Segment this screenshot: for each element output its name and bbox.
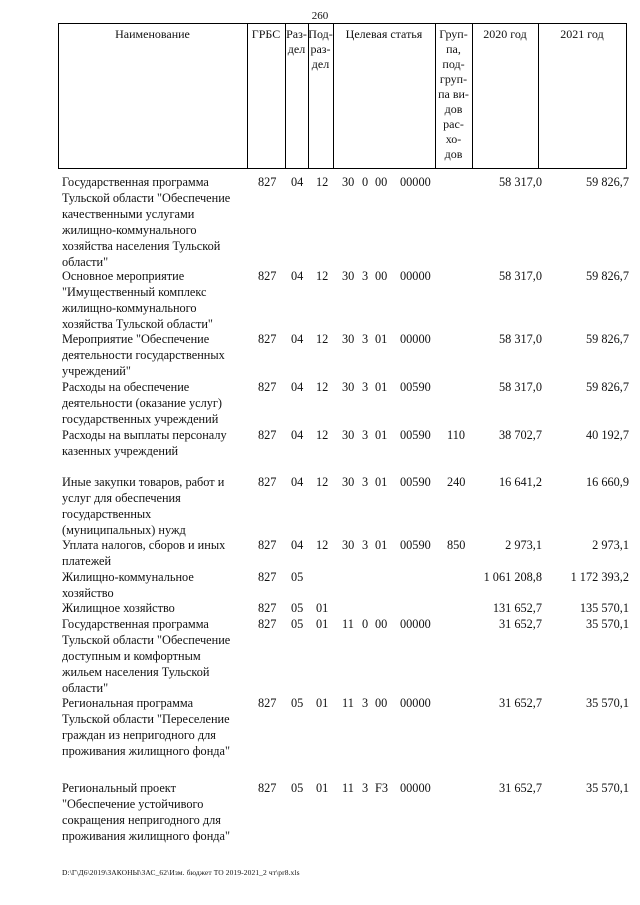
row-name: Уплата налогов, сборов и иных платежей	[62, 538, 226, 568]
row-target-program: 30	[342, 175, 355, 189]
row-grbs: 827	[258, 475, 277, 489]
header-grbs: ГРБС	[251, 27, 281, 41]
row-razdel: 04	[291, 332, 304, 346]
row-razdel: 05	[291, 696, 304, 710]
header-bottom-border	[58, 168, 627, 169]
row-2021: 59 826,7	[585, 380, 629, 394]
row-target-event: 01	[375, 332, 388, 346]
row-target-direction: 00000	[400, 175, 431, 189]
row-razdel: 04	[291, 475, 304, 489]
row-target-subprogram: 3	[362, 696, 369, 710]
row-target-program: 30	[342, 475, 355, 489]
row-target-subprogram: 3	[362, 428, 369, 442]
row-grbs: 827	[258, 601, 277, 615]
row-2021: 59 826,7	[585, 175, 629, 189]
row-name: Жилищное хозяйство	[62, 601, 175, 615]
header-name: Наименование	[115, 27, 190, 41]
row-target-event: 00	[375, 269, 388, 283]
row-target-program: 11	[342, 781, 354, 795]
row-2020: 31 652,7	[498, 617, 542, 631]
row-2020: 58 317,0	[498, 380, 542, 394]
row-target-subprogram: 3	[362, 781, 369, 795]
row-podrazdel: 01	[316, 781, 329, 795]
row-target-direction: 00000	[400, 781, 431, 795]
row-2020: 31 652,7	[498, 781, 542, 795]
row-podrazdel: 12	[316, 538, 329, 552]
row-2021: 59 826,7	[585, 332, 629, 346]
header-razdel: Раз- дел	[286, 27, 307, 56]
row-podrazdel: 12	[316, 475, 329, 489]
row-razdel: 04	[291, 175, 304, 189]
row-podrazdel: 01	[316, 696, 329, 710]
row-target-program: 30	[342, 332, 355, 346]
row-target-event: 01	[375, 380, 388, 394]
row-podrazdel: 12	[316, 380, 329, 394]
header-2020: 2020 год	[483, 27, 527, 41]
row-2020: 131 652,7	[492, 601, 542, 615]
row-target-direction: 00590	[400, 538, 431, 552]
row-2021: 35 570,1	[585, 617, 629, 631]
row-vid: 850	[447, 538, 466, 552]
row-podrazdel: 01	[316, 617, 329, 631]
row-grbs: 827	[258, 781, 277, 795]
row-target-program: 30	[342, 269, 355, 283]
row-target-subprogram: 3	[362, 380, 369, 394]
row-name: Региональная программа Тульской области "Переселение граждан из непригодного для проживания жилищного фонда"	[62, 696, 231, 758]
row-razdel: 04	[291, 380, 304, 394]
row-2020: 58 317,0	[498, 332, 542, 346]
row-razdel: 05	[291, 601, 304, 615]
row-name: Жилищно-коммунальное хозяйство	[62, 570, 194, 600]
row-2021: 135 570,1	[579, 601, 629, 615]
row-target-event: 00	[375, 696, 388, 710]
row-target-direction: 00000	[400, 269, 431, 283]
page-number: 260	[311, 10, 329, 22]
row-target-direction: 00000	[400, 332, 431, 346]
row-grbs: 827	[258, 269, 277, 283]
row-2021: 35 570,1	[585, 696, 629, 710]
row-target-event: 01	[375, 475, 388, 489]
row-2021: 16 660,9	[585, 475, 629, 489]
row-2021: 35 570,1	[585, 781, 629, 795]
row-target-direction: 00590	[400, 475, 431, 489]
row-podrazdel: 12	[316, 428, 329, 442]
row-grbs: 827	[258, 538, 277, 552]
row-target-program: 30	[342, 538, 355, 552]
row-target-direction: 00000	[400, 617, 431, 631]
row-2020: 2 973,1	[505, 538, 542, 552]
row-2020: 1 061 208,8	[483, 570, 542, 584]
header-podrazdel: Под- раз- дел	[308, 27, 333, 71]
row-target-program: 30	[342, 380, 355, 394]
row-grbs: 827	[258, 428, 277, 442]
row-2021: 2 973,1	[592, 538, 629, 552]
row-target-program: 11	[342, 696, 354, 710]
row-target-event: 00	[375, 175, 388, 189]
row-target-event: F3	[375, 781, 388, 795]
row-target-subprogram: 3	[362, 269, 369, 283]
row-razdel: 04	[291, 269, 304, 283]
row-2021: 59 826,7	[585, 269, 629, 283]
row-grbs: 827	[258, 570, 277, 584]
row-name: Расходы на выплаты персоналу казенных учреждений	[62, 428, 227, 458]
header-border-left	[58, 23, 59, 169]
row-target-direction: 00000	[400, 696, 431, 710]
row-target-subprogram: 3	[362, 475, 369, 489]
row-target-program: 30	[342, 428, 355, 442]
row-vid: 240	[447, 475, 466, 489]
row-target-direction: 00590	[400, 380, 431, 394]
row-podrazdel: 12	[316, 332, 329, 346]
header-border-7	[538, 23, 539, 169]
row-2020: 16 641,2	[498, 475, 542, 489]
row-target-subprogram: 0	[362, 175, 369, 189]
row-podrazdel: 12	[316, 175, 329, 189]
header-2021: 2021 год	[560, 27, 604, 41]
row-target-event: 01	[375, 538, 388, 552]
row-target-subprogram: 3	[362, 538, 369, 552]
row-target-direction: 00590	[400, 428, 431, 442]
row-target-event: 01	[375, 428, 388, 442]
row-target-program: 11	[342, 617, 354, 631]
row-razdel: 05	[291, 570, 304, 584]
row-target-subprogram: 0	[362, 617, 369, 631]
row-razdel: 05	[291, 781, 304, 795]
row-name: Государственная программа Тульской области "Обеспечение доступным и комфортным жильем населения Тульской области"	[62, 617, 231, 695]
header-vid: Груп- па, под- груп- па ви- дов рас- хо- дов	[438, 27, 469, 161]
row-name: Основное мероприятие "Имущественный комплекс жилищно-коммунального хозяйства Тульской области"	[62, 269, 213, 331]
row-2020: 31 652,7	[498, 696, 542, 710]
file-path-footer: D:\Г\Д6\2019\ЗАКОНЫ\ЗАС_62\Изм. бюджет ТО 2019-2021_2 чт\pr8.xls	[62, 868, 300, 877]
row-name: Расходы на обеспечение деятельности (оказание услуг) государственных учреждений	[62, 380, 222, 426]
row-vid: 110	[447, 428, 465, 442]
header-border-6	[472, 23, 473, 169]
row-podrazdel: 12	[316, 269, 329, 283]
header-border-right	[626, 23, 627, 169]
row-grbs: 827	[258, 696, 277, 710]
row-name: Иные закупки товаров, работ и услуг для обеспечения государственных (муниципальных) нужд	[62, 475, 225, 537]
row-2020: 58 317,0	[498, 175, 542, 189]
row-2021: 1 172 393,2	[570, 570, 629, 584]
row-2020: 38 702,7	[498, 428, 542, 442]
header-top-border	[58, 23, 627, 24]
row-name: Региональный проект "Обеспечение устойчивого сокращения непригодного для проживания жилищного фонда"	[62, 781, 231, 843]
header-border-1	[247, 23, 248, 169]
row-razdel: 04	[291, 428, 304, 442]
row-razdel: 04	[291, 538, 304, 552]
row-name: Мероприятие "Обеспечение деятельности государственных учреждений"	[62, 332, 225, 378]
row-target-subprogram: 3	[362, 332, 369, 346]
header-target: Целевая статья	[345, 27, 423, 41]
row-razdel: 05	[291, 617, 304, 631]
row-grbs: 827	[258, 380, 277, 394]
row-grbs: 827	[258, 332, 277, 346]
row-target-event: 00	[375, 617, 388, 631]
row-grbs: 827	[258, 617, 277, 631]
row-grbs: 827	[258, 175, 277, 189]
table-header	[58, 23, 627, 169]
row-2020: 58 317,0	[498, 269, 542, 283]
row-2021: 40 192,7	[585, 428, 629, 442]
row-name: Государственная программа Тульской области "Обеспечение качественными услугами жилищно-коммунального хозяйства населения Тульской области"	[62, 175, 231, 269]
row-podrazdel: 01	[316, 601, 329, 615]
header-border-4	[333, 23, 334, 169]
